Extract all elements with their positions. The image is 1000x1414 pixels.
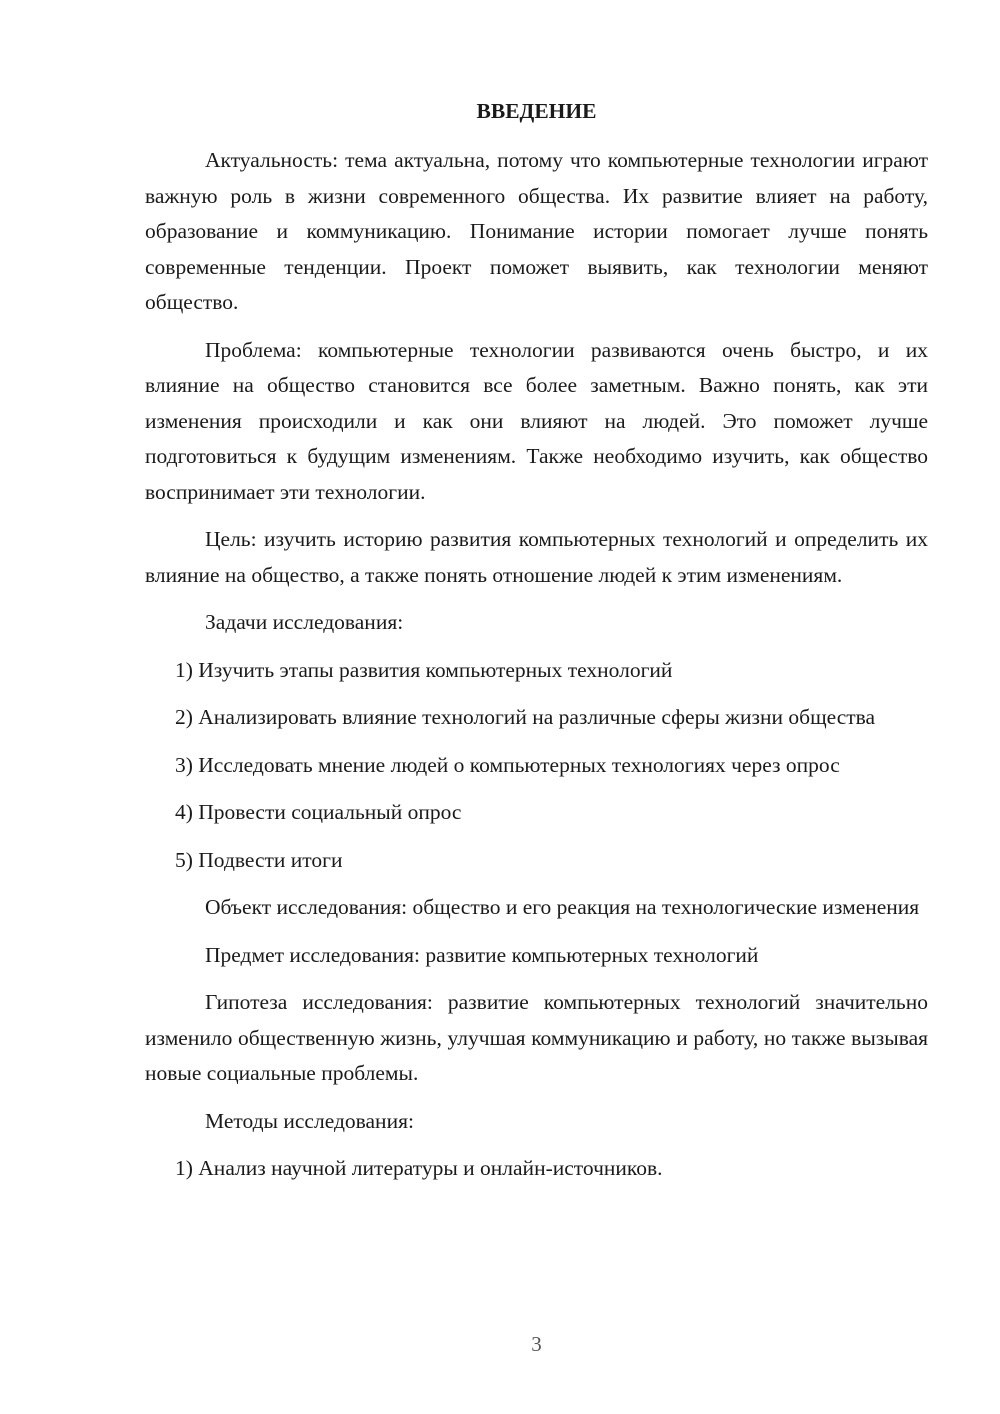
paragraph-goal: Цель: изучить историю развития компьютерных технологий и определить их влияние на общество, а также понять отношение людей к этим изменениям.: [145, 527, 928, 587]
method-item-1: 1) Анализ научной литературы и онлайн-источников.: [175, 1156, 663, 1180]
task-item-5: 5) Подвести итоги: [175, 847, 343, 872]
paragraph-subject: Предмет исследования: развитие компьютерных технологий: [205, 942, 759, 967]
task-item-2: 2) Анализировать влияние технологий на различные сферы жизни общества: [175, 705, 876, 729]
task-item-4: 4) Провести социальный опрос: [175, 800, 462, 824]
paragraph-hypothesis: Гипотеза исследования: развитие компьютерных технологий значительно изменило общественную жизнь, улучшая коммуникацию и работу, но также вызывая новые социальные проблемы.: [145, 990, 928, 1085]
page-number: 3: [531, 1332, 542, 1356]
paragraph-tasks-heading: Задачи исследования:: [205, 610, 404, 634]
document-body: [145, 143, 928, 1199]
paragraph-methods-heading: Методы исследования:: [205, 1108, 414, 1133]
paragraph-problem: Проблема: компьютерные технологии развиваются очень быстро, и их влияние на общество становится все более заметным. Важно понять, как эти изменения происходили и как они влияют на людей. Это поможет лучше подготовиться к будущим изменениям. Также необходимо изучить, как общество воспринимает эти технологии.: [145, 337, 928, 504]
paragraph-object: Объект исследования: общество и его реакция на технологические изменения: [205, 895, 920, 919]
document-page: [145, 0, 928, 1414]
paragraph-relevance: Актуальность: тема актуальна, потому что компьютерные технологии играют важную роль в жизни современного общества. Их развитие влияет на работу, образование и коммуникацию. Понимание истории помогает лучше понять современные тенденции. Проект поможет выявить, как технологии меняют общество.: [145, 148, 928, 314]
task-item-1: 1) Изучить этапы развития компьютерных технологий: [175, 657, 673, 682]
task-item-3: 3) Исследовать мнение людей о компьютерных технологиях через опрос: [175, 752, 840, 777]
page-title: ВВЕДЕНИЕ: [476, 99, 597, 123]
